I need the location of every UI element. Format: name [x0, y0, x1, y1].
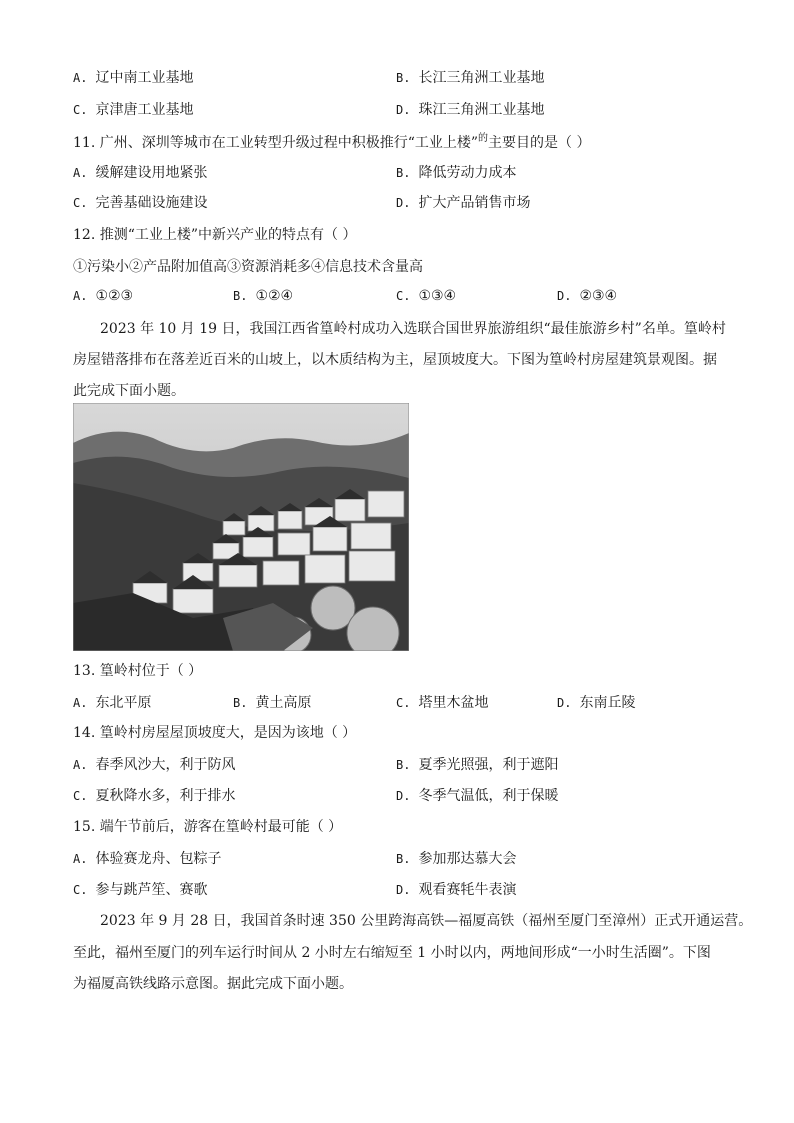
option-text: ①②④: [255, 288, 294, 304]
q12-option-b: [233, 288, 293, 304]
q10-option-b: [396, 67, 544, 87]
option-text: ①③④: [418, 288, 457, 304]
option-text: 夏秋降水多，利于排水: [95, 788, 236, 804]
q11-stem: [73, 132, 590, 152]
passage1-line3: 此完成下面小题。: [73, 383, 185, 399]
option-text: 黄土高原: [255, 695, 312, 711]
q11-stem-sup: 的: [478, 133, 489, 144]
option-text: 冬季气温低，利于保暖: [418, 788, 559, 804]
option-label: B.: [396, 758, 411, 772]
option-text: 降低劳动力成本: [418, 165, 517, 181]
q11-option-c: [73, 192, 207, 212]
q12-option-a: [73, 288, 133, 304]
option-label: C.: [73, 196, 88, 210]
q10-option-d: [396, 99, 544, 119]
q15-stem: 15. 端午节前后，游客在篁岭村最可能（ ）: [73, 819, 343, 835]
q13-option-c: [396, 692, 488, 712]
q13-option-a: [73, 692, 151, 712]
q14-option-c: [73, 785, 235, 805]
q11-stem-pre: 11. 广州、深圳等城市在工业转型升级过程中积极推行“工业上楼”: [73, 135, 479, 151]
q11-option-d: [396, 192, 530, 212]
q14-option-b: [396, 754, 558, 774]
passage2-line3: 为福厦高铁线路示意图。据此完成下面小题。: [73, 976, 353, 992]
q11-stem-post: 主要目的是（ ）: [488, 135, 591, 151]
option-text: 缓解建设用地紧张: [95, 165, 208, 181]
q12-stem: 12. 推测“工业上楼”中新兴产业的特点有（ ）: [73, 227, 357, 243]
option-text: 东北平原: [95, 695, 152, 711]
option-label: D.: [396, 103, 411, 117]
q11-option-a: [73, 162, 207, 182]
q15-option-b: [396, 848, 516, 868]
option-label: B.: [396, 852, 411, 866]
q11-option-b: [396, 162, 516, 182]
passage1-line1: 2023 年 10 月 19 日，我国江西省篁岭村成功入选联合国世界旅游组织“最佳旅游乡村”名单。篁岭村: [100, 321, 726, 337]
option-label: C.: [73, 789, 88, 803]
q13-stem: 13. 篁岭村位于（ ）: [73, 663, 203, 679]
q14-option-d: [396, 785, 558, 805]
option-text: 扩大产品销售市场: [418, 195, 531, 211]
option-text: 观看赛牦牛表演: [418, 882, 517, 898]
option-label: C.: [396, 696, 411, 710]
option-label: C.: [396, 289, 411, 303]
q10-option-c: [73, 99, 193, 119]
q12-items: ①污染小②产品附加值高③资源消耗多④信息技术含量高: [73, 259, 423, 275]
option-text: ①②③: [95, 288, 134, 304]
option-text: 夏季光照强，利于遮阳: [418, 757, 559, 773]
option-text: 完善基础设施建设: [95, 195, 208, 211]
q13-option-d: [557, 692, 635, 712]
option-label: A.: [73, 289, 88, 303]
option-label: A.: [73, 166, 88, 180]
option-text: 参与跳芦笙、赛歌: [95, 882, 208, 898]
option-label: B.: [233, 289, 248, 303]
option-label: A.: [73, 758, 88, 772]
q15-option-a: [73, 848, 221, 868]
option-label: A.: [73, 71, 88, 85]
passage2-line2: 至此，福州至厦门的列车运行时间从 2 小时左右缩短至 1 小时以内，两地间形成“一小时生活圈”。下图: [73, 945, 711, 961]
option-text: 京津唐工业基地: [95, 102, 194, 118]
passage1-line2: 房屋错落排布在落差近百米的山坡上，以木质结构为主，屋顶坡度大。下图为篁岭村房屋建筑景观图。据: [73, 352, 717, 368]
option-text: 东南丘陵: [579, 695, 636, 711]
option-text: 春季风沙大，利于防风: [95, 757, 236, 773]
option-label: D.: [396, 789, 411, 803]
option-text: 参加那达慕大会: [418, 851, 517, 867]
option-label: D.: [557, 289, 572, 303]
q14-stem: 14. 篁岭村房屋屋顶坡度大，是因为该地（ ）: [73, 725, 357, 741]
option-text: 珠江三角洲工业基地: [418, 102, 545, 118]
q12-option-d: [557, 288, 617, 304]
option-text: 辽中南工业基地: [95, 70, 194, 86]
option-label: D.: [396, 883, 411, 897]
q10-option-a: [73, 67, 193, 87]
option-label: B.: [233, 696, 248, 710]
option-text: 塔里木盆地: [418, 695, 489, 711]
option-label: B.: [396, 166, 411, 180]
q15-option-d: [396, 879, 516, 899]
q15-option-c: [73, 879, 207, 899]
village-photo: [73, 403, 409, 651]
q14-option-a: [73, 754, 235, 774]
option-label: B.: [396, 71, 411, 85]
option-label: A.: [73, 696, 88, 710]
passage2-line1: 2023 年 9 月 28 日，我国首条时速 350 公里跨海高铁—福厦高铁（福州至厦门至漳州）正式开通运营。: [100, 913, 753, 929]
option-label: C.: [73, 103, 88, 117]
option-label: A.: [73, 852, 88, 866]
option-text: 长江三角洲工业基地: [418, 70, 545, 86]
option-label: D.: [557, 696, 572, 710]
option-label: C.: [73, 883, 88, 897]
q12-option-c: [396, 288, 456, 304]
q13-option-b: [233, 692, 311, 712]
option-text: 体验赛龙舟、包粽子: [95, 851, 222, 867]
option-label: D.: [396, 196, 411, 210]
option-text: ②③④: [579, 288, 618, 304]
